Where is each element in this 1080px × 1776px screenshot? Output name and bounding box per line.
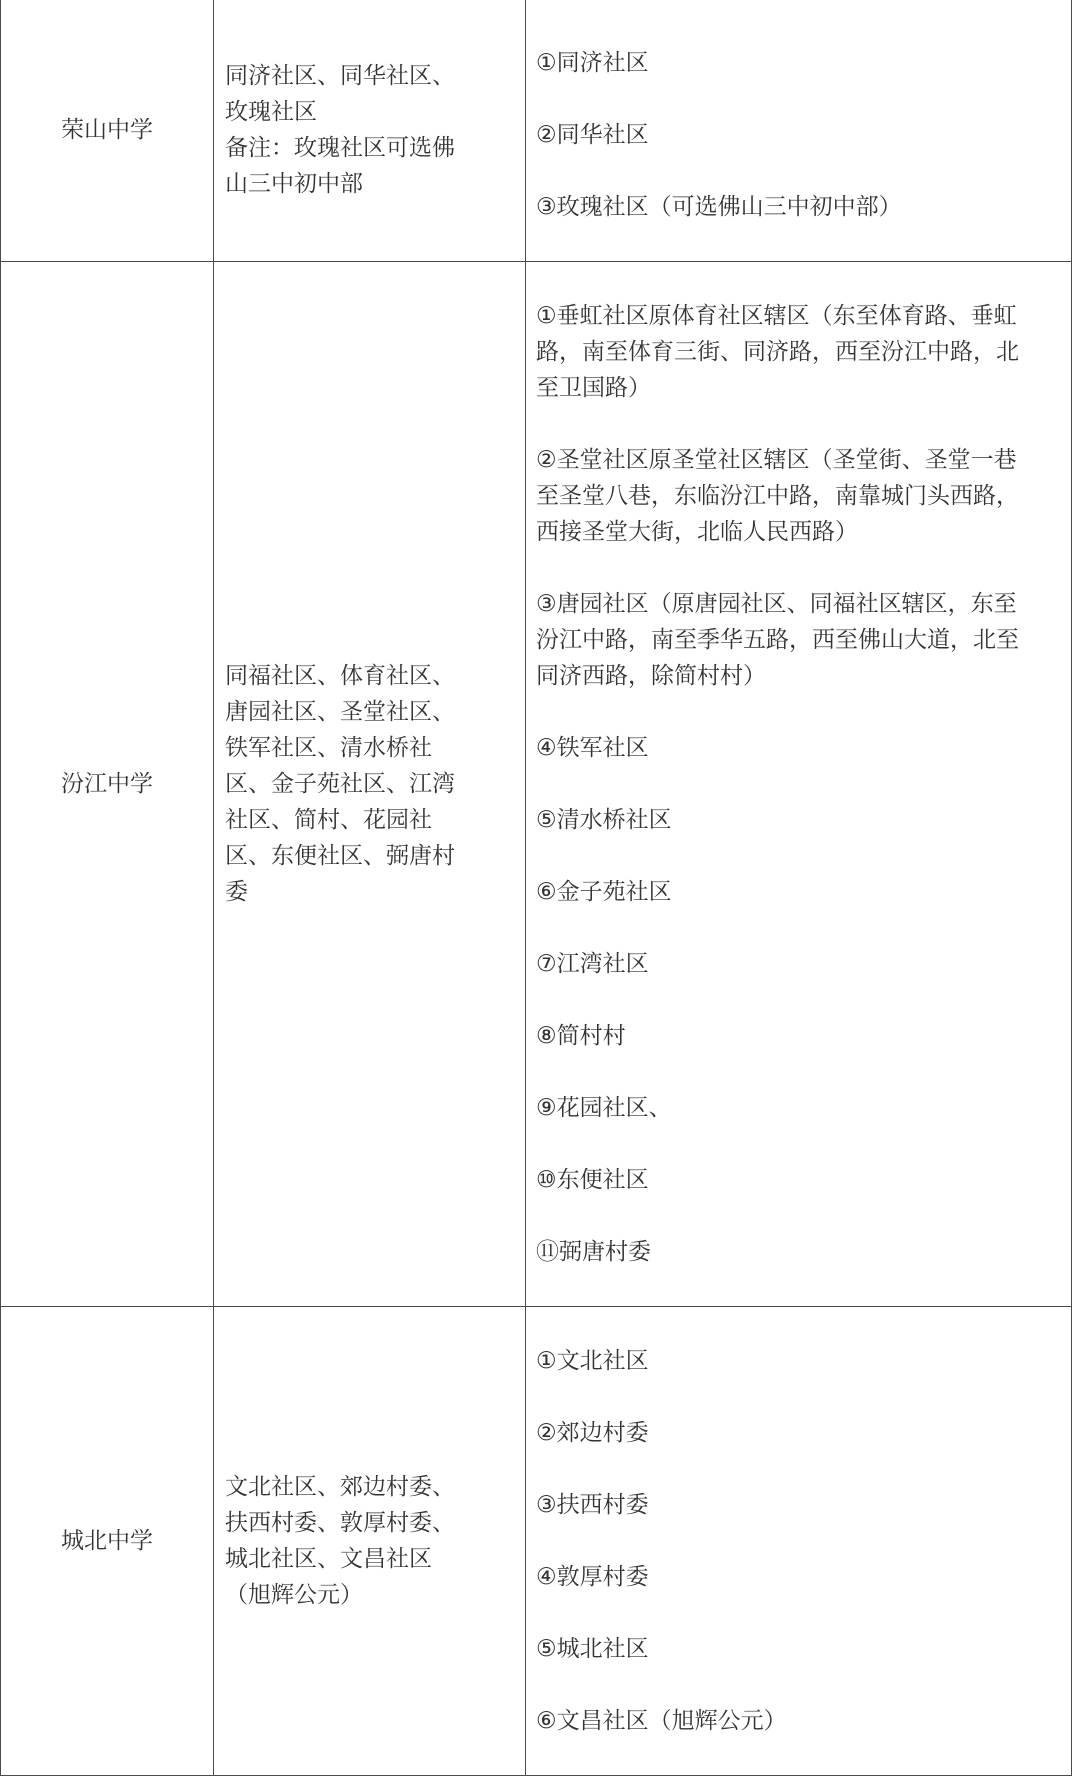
detail-item: ⑤城北社区	[536, 1636, 649, 1662]
detail-item: ②圣堂社区原圣堂社区辖区（圣堂街、圣堂一巷 至圣堂八巷，东临汾江中路，南靠城门头西路， 西接圣堂大街，北临人民西路）	[536, 447, 1019, 545]
table-row	[1, 262, 1072, 1307]
detail-item: ①文北社区	[536, 1348, 649, 1374]
detail-cell	[526, 262, 1072, 1307]
detail-item: ⑤清水桥社区	[536, 807, 672, 833]
school-name: 城北中学	[61, 1528, 153, 1554]
detail-item: ⑪弼唐村委	[536, 1239, 651, 1265]
school-name-cell	[1, 1307, 214, 1776]
detail-cell	[526, 0, 1072, 262]
detail-item: ②郊边村委	[536, 1420, 649, 1446]
detail-item: ⑦江湾社区	[536, 951, 649, 977]
school-name: 荣山中学	[61, 117, 153, 143]
school-name-cell	[1, 262, 214, 1307]
detail-item: ⑥金子苑社区	[536, 879, 672, 905]
detail-item: ⑥文昌社区（旭辉公元）	[536, 1708, 787, 1734]
communities-cell	[214, 1307, 526, 1776]
community-list: 同济社区、同华社区、 玫瑰社区 备注：玫瑰社区可选佛 山三中初中部	[225, 63, 455, 197]
community-list: 同福社区、体育社区、 唐园社区、圣堂社区、 铁军社区、清水桥社 区、金子苑社区、江湾 社区、简村、花园社 区、东便社区、弼唐村 委	[225, 663, 455, 905]
detail-cell	[526, 1307, 1072, 1776]
detail-item: ④敦厚村委	[536, 1564, 649, 1590]
table-row	[1, 1307, 1072, 1776]
detail-item: ③玫瑰社区（可选佛山三中初中部）	[536, 194, 902, 220]
communities-cell	[214, 0, 526, 262]
detail-item: ②同华社区	[536, 122, 649, 148]
detail-item: ⑧简村村	[536, 1023, 626, 1049]
school-name: 汾江中学	[61, 771, 153, 797]
detail-item: ⑩东便社区	[536, 1167, 649, 1193]
detail-item: ③扶西村委	[536, 1492, 649, 1518]
detail-item: ⑨花园社区、	[536, 1095, 672, 1121]
communities-cell	[214, 262, 526, 1307]
detail-item: ④铁军社区	[536, 735, 649, 761]
detail-item: ①同济社区	[536, 50, 649, 76]
community-list: 文北社区、郊边村委、 扶西村委、敦厚村委、 城北社区、文昌社区 （旭辉公元）	[225, 1474, 455, 1608]
detail-item: ①垂虹社区原体育社区辖区（东至体育路、垂虹 路，南至体育三街、同济路，西至汾江中路，北 至卫国路）	[536, 303, 1019, 401]
table-row	[1, 0, 1072, 262]
school-name-cell	[1, 0, 214, 262]
detail-item: ③唐园社区（原唐园社区、同福社区辖区，东至 汾江中路，南至季华五路，西至佛山大道，北至 同济西路，除简村村）	[536, 591, 1019, 689]
